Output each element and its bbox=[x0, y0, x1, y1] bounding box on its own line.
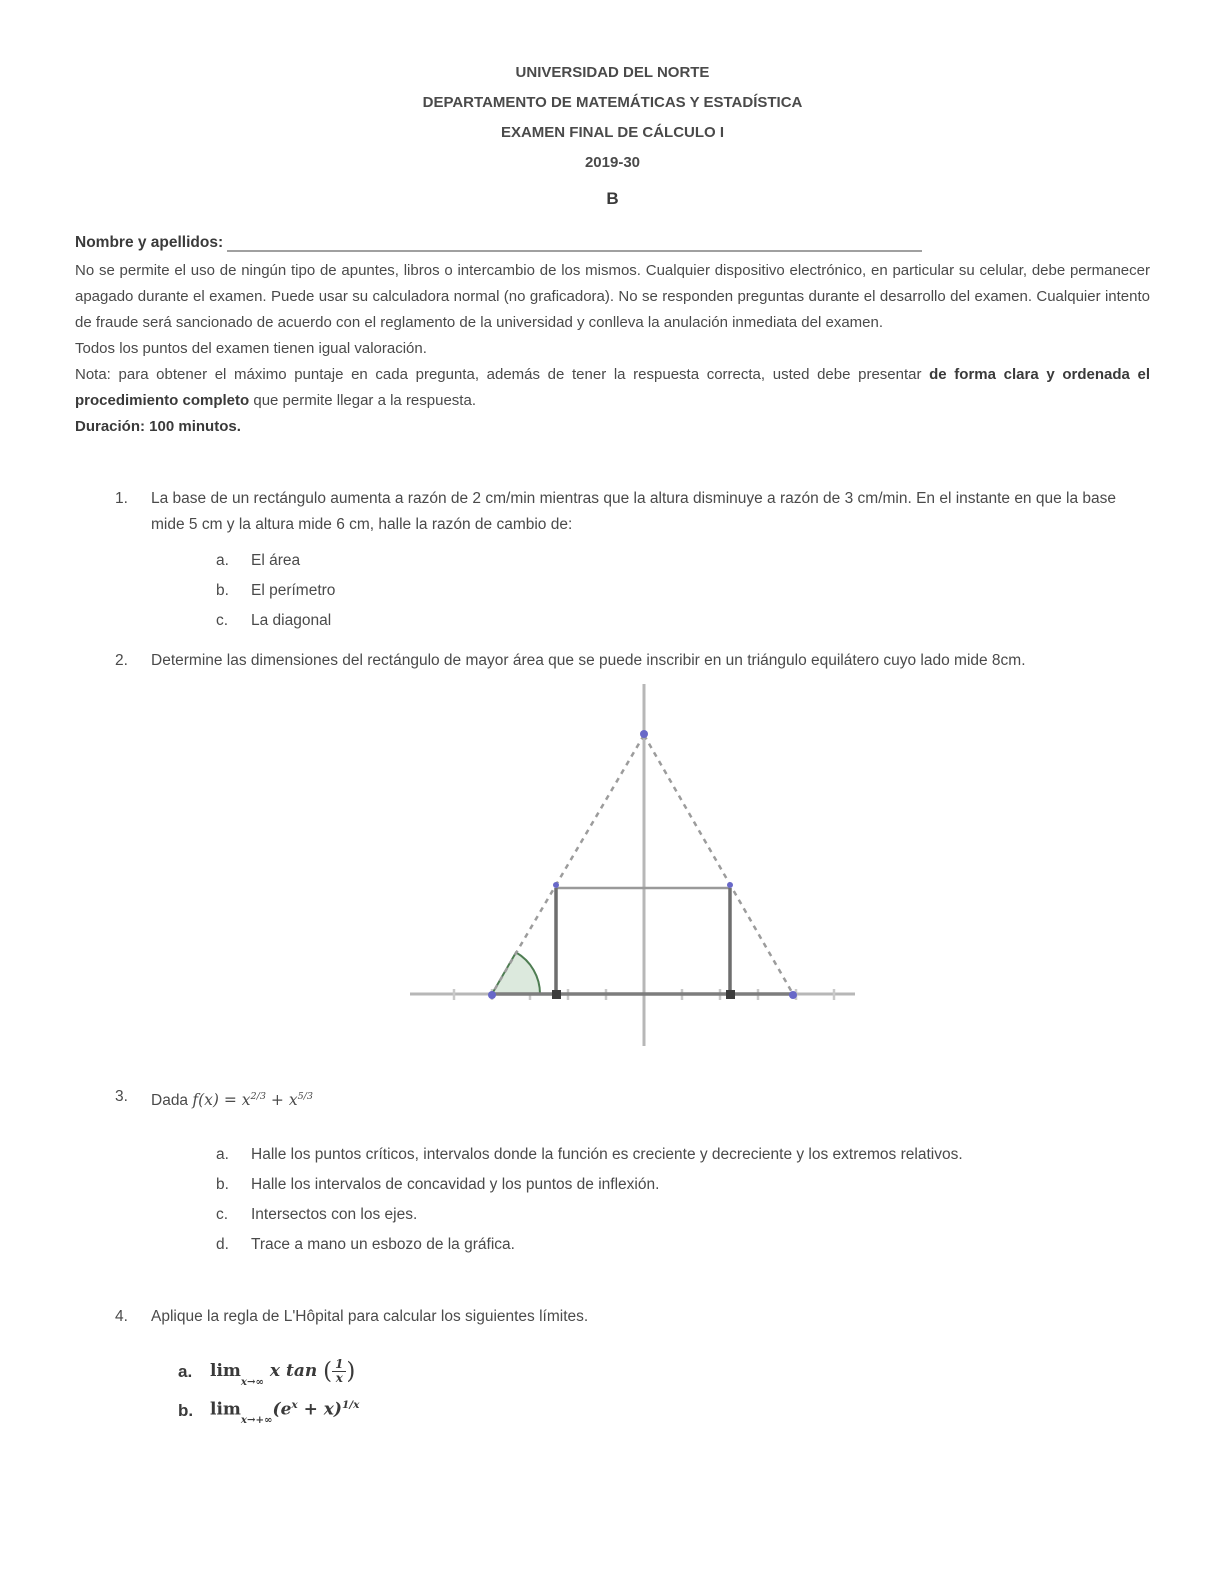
question-2-number: 2. bbox=[115, 652, 128, 669]
base-exponent: x bbox=[291, 1399, 298, 1412]
item-label: a. bbox=[216, 552, 229, 569]
list-item bbox=[151, 606, 1150, 636]
name-field-label: Nombre y apellidos: bbox=[75, 234, 224, 251]
limit-a bbox=[75, 1357, 1150, 1388]
question-3-subitems bbox=[151, 1140, 1150, 1260]
instructions-note bbox=[75, 362, 1150, 414]
item-label: b. bbox=[216, 582, 229, 599]
rect-top-left-point bbox=[553, 882, 559, 888]
list-item bbox=[151, 576, 1150, 606]
instructions-block bbox=[75, 258, 1150, 440]
lim-subscript: x→∞ bbox=[240, 1375, 265, 1388]
open-paren: ( bbox=[323, 1358, 333, 1385]
limit-b-mid: + x) bbox=[297, 1400, 342, 1420]
rect-top-right-point bbox=[727, 882, 733, 888]
fraction bbox=[332, 1358, 346, 1385]
item-text: El perímetro bbox=[251, 582, 336, 599]
question-1-text: La base de un rectángulo aumenta a razón de 2 cm/min mientras que la altura disminuye a razón de 3 cm/min. En el instante en que la base mide 5 cm y la altura mide 6 cm, halle la razón de cambio de: bbox=[151, 490, 1117, 533]
lim-subscript: x→+∞ bbox=[240, 1414, 273, 1427]
limit-b-open: (e bbox=[272, 1400, 292, 1420]
question-4 bbox=[75, 1304, 1150, 1330]
fraction-denominator: x bbox=[335, 1371, 343, 1386]
item-label: b. bbox=[216, 1176, 229, 1194]
question-4-body bbox=[151, 1304, 1150, 1330]
base-right-point bbox=[789, 991, 797, 999]
list-item bbox=[151, 1230, 1150, 1260]
list-item bbox=[151, 546, 1150, 576]
question-1 bbox=[75, 486, 1150, 636]
formula-exponent: 5/3 bbox=[297, 1091, 314, 1102]
note-bold: de forma clara y ordenada el procedimiento completo bbox=[75, 366, 1151, 409]
question-1-subitems bbox=[151, 546, 1150, 636]
triangle-figure bbox=[410, 676, 855, 1051]
question-3-intro: Dada bbox=[151, 1092, 193, 1110]
formula-exponent: 2/3 bbox=[250, 1091, 266, 1102]
question-3 bbox=[75, 1084, 1150, 1260]
exam-title: EXAMEN FINAL DE CÁLCULO I bbox=[500, 124, 725, 141]
apex-point bbox=[640, 730, 648, 738]
question-4-number: 4. bbox=[115, 1308, 128, 1326]
item-text: La diagonal bbox=[251, 612, 332, 629]
item-label: a. bbox=[178, 1361, 193, 1381]
university-name: UNIVERSIDAD DEL NORTE bbox=[515, 64, 710, 81]
item-text: Halle los puntos críticos, intervalos donde la función es creciente y decreciente y los extremos relativos. bbox=[251, 1146, 963, 1164]
function-formula bbox=[192, 1091, 313, 1109]
item-label: a. bbox=[216, 1146, 229, 1164]
limit-b-formula bbox=[210, 1399, 360, 1427]
question-2 bbox=[75, 648, 1150, 674]
list-item bbox=[151, 1170, 1150, 1200]
question-2-body bbox=[151, 648, 1150, 674]
base-left-point bbox=[488, 991, 496, 999]
department-name: DEPARTAMENTO DE MATEMÁTICAS Y ESTADÍSTICA bbox=[422, 94, 803, 111]
list-item bbox=[151, 1140, 1150, 1170]
item-text: El área bbox=[251, 552, 301, 569]
question-1-number: 1. bbox=[115, 490, 128, 507]
item-text: Trace a mano un esbozo de la gráfica. bbox=[251, 1236, 515, 1254]
item-text: Intersectos con los ejes. bbox=[251, 1206, 418, 1224]
limit-a-formula bbox=[210, 1357, 356, 1388]
lim-operator: lim bbox=[210, 1361, 241, 1382]
lim-operator: lim bbox=[210, 1400, 241, 1420]
question-3-body bbox=[151, 1084, 1150, 1260]
item-label: c. bbox=[216, 1206, 229, 1224]
limits-list bbox=[75, 1357, 1150, 1427]
exam-term: 2019-30 bbox=[584, 154, 641, 171]
note-pre: Nota: para obtener el máximo puntaje en cada pregunta, además de tener la respuesta correcta, usted debe presentar bbox=[75, 366, 930, 383]
figure-container bbox=[410, 676, 1150, 1056]
close-paren: ) bbox=[346, 1358, 356, 1385]
item-label: c. bbox=[216, 612, 229, 629]
instructions-paragraph: No se permite el uso de ningún tipo de apuntes, libros o intercambio de los mismos. Cualquier dispositivo electrónico, en particular su celular, debe permanecer apagado durante el examen. Puede usar su calculadora normal (no graficadora). No se responden preguntas durante el desarrollo del examen. Cualquier intento de fraude será sancionado de acuerdo con el reglamento de la universidad y conlleva la anulación inmediata del examen. bbox=[75, 262, 1150, 331]
question-2-text: Determine las dimensiones del rectángulo de mayor área que se puede inscribir en un triángulo equilátero cuyo lado mide 8cm. bbox=[151, 652, 1026, 669]
item-label: d. bbox=[216, 1236, 229, 1254]
limit-b bbox=[75, 1399, 1150, 1427]
base-angle-mark bbox=[492, 952, 540, 994]
document-header bbox=[75, 58, 1150, 214]
limit-a-body: x tan bbox=[264, 1361, 324, 1382]
formula-mid: + x bbox=[265, 1091, 298, 1110]
instructions-equal-value: Todos los puntos del examen tienen igual valoración. bbox=[75, 340, 427, 357]
item-label: b. bbox=[178, 1400, 194, 1420]
name-field-row bbox=[75, 234, 1150, 252]
question-3-number: 3. bbox=[115, 1088, 128, 1105]
fraction-numerator: 1 bbox=[332, 1358, 346, 1372]
exam-variant: B bbox=[606, 189, 619, 208]
question-4-text: Aplique la regla de L'Hôpital para calcular los siguientes límites. bbox=[151, 1308, 589, 1326]
exam-duration: Duración: 100 minutos. bbox=[75, 418, 241, 435]
item-text: Halle los intervalos de concavidad y los puntos de inflexión. bbox=[251, 1176, 660, 1194]
question-1-body bbox=[151, 486, 1150, 636]
list-item bbox=[151, 1200, 1150, 1230]
outer-exponent: 1/x bbox=[341, 1399, 360, 1412]
note-post: que permite llegar a la respuesta. bbox=[249, 392, 476, 409]
formula-pre: f(x) = x bbox=[192, 1091, 251, 1110]
name-blank-line bbox=[227, 234, 922, 252]
